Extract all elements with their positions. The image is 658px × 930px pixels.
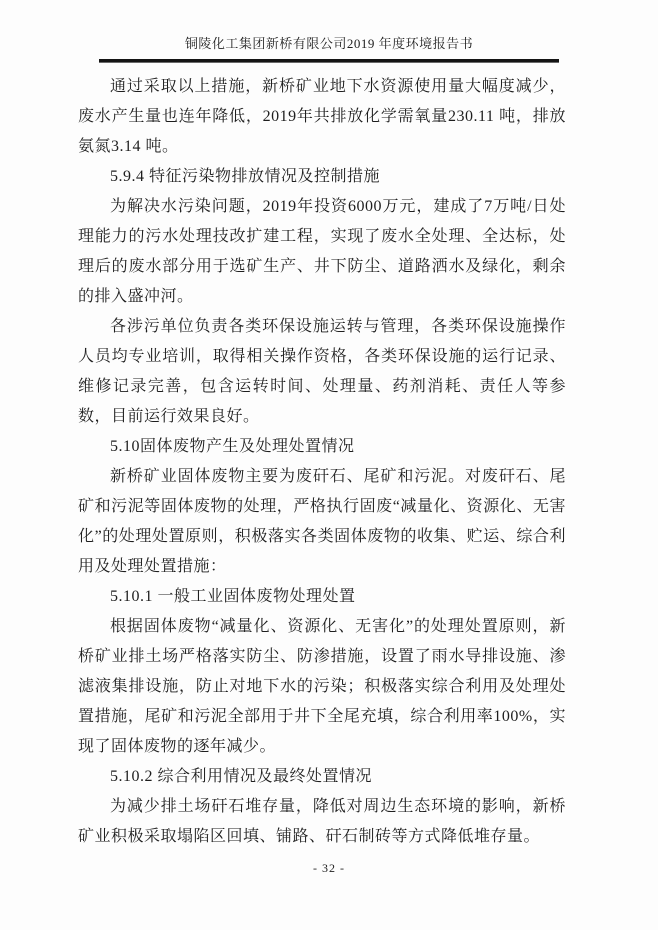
page-number: - 32 - [313, 861, 345, 875]
paragraph-solid-waste-overview: 新桥矿业固体废物主要为废矸石、尾矿和污泥。对废矸石、尾矿和污泥等固体废物的处理，严格执行固废“减量化、资源化、无害化”的处理处置原则，积极落实各类固体废物的收集、贮运、综合利用及处理处置措施： [78, 468, 566, 575]
paragraph-facility-operation: 各涉污单位负责各类环保设施运转与管理，各类环保设施操作人员均专业培训，取得相关操作资格，各类环保设施的运行记录、维修记录完善，包含运转时间、处理量、药剂消耗、责任人等参数，目前运行效果良好。 [78, 318, 566, 425]
paragraph-comprehensive-utilization: 为减少排土场矸石堆存量，降低对周边生态环境的影响，新桥矿业积极采取塌陷区回填、铺路、矸石制砖等方式降低堆存量。 [78, 798, 566, 845]
heading-5-9-4: 5.9.4 特征污染物排放情况及控制措施 [110, 168, 381, 185]
report-header-title: 铜陵化工集团新桥有限公司2019 年度环境报告书 [184, 36, 474, 51]
paragraph-water-measures: 通过采取以上措施，新桥矿业地下水资源使用量大幅度减少，废水产生量也连年降低，2019年共排放化学需氧量230.11 吨，排放氨氮3.14 吨。 [78, 78, 566, 155]
paragraph-general-solid-waste: 根据固体废物“减量化、资源化、无害化”的处理处置原则，新桥矿业排土场严格落实防尘、防渗措施，设置了雨水导排设施、渗滤液集排设施，防止对地下水的污染；积极落实综合利用及处理处置措施，尾矿和污泥全部用于井下全尾充填，综合利用率100%，实现了固体废物的逐年减少。 [78, 618, 566, 755]
document-body [78, 72, 566, 852]
header-rule-divider [99, 59, 559, 63]
heading-5-10-2: 5.10.2 综合利用情况及最终处置情况 [110, 768, 373, 785]
paragraph-sewage-project: 为解决水污染问题，2019年投资6000万元，建成了7万吨/日处理能力的污水处理技改扩建工程，实现了废水全处理、全达标，处理后的废水部分用于选矿生产、井下防尘、道路洒水及绿化，剩余的排入盛冲河。 [78, 198, 566, 305]
heading-5-10: 5.10固体废物产生及处理处置情况 [110, 438, 355, 455]
heading-5-10-1: 5.10.1 一般工业固体废物处理处置 [110, 588, 356, 605]
